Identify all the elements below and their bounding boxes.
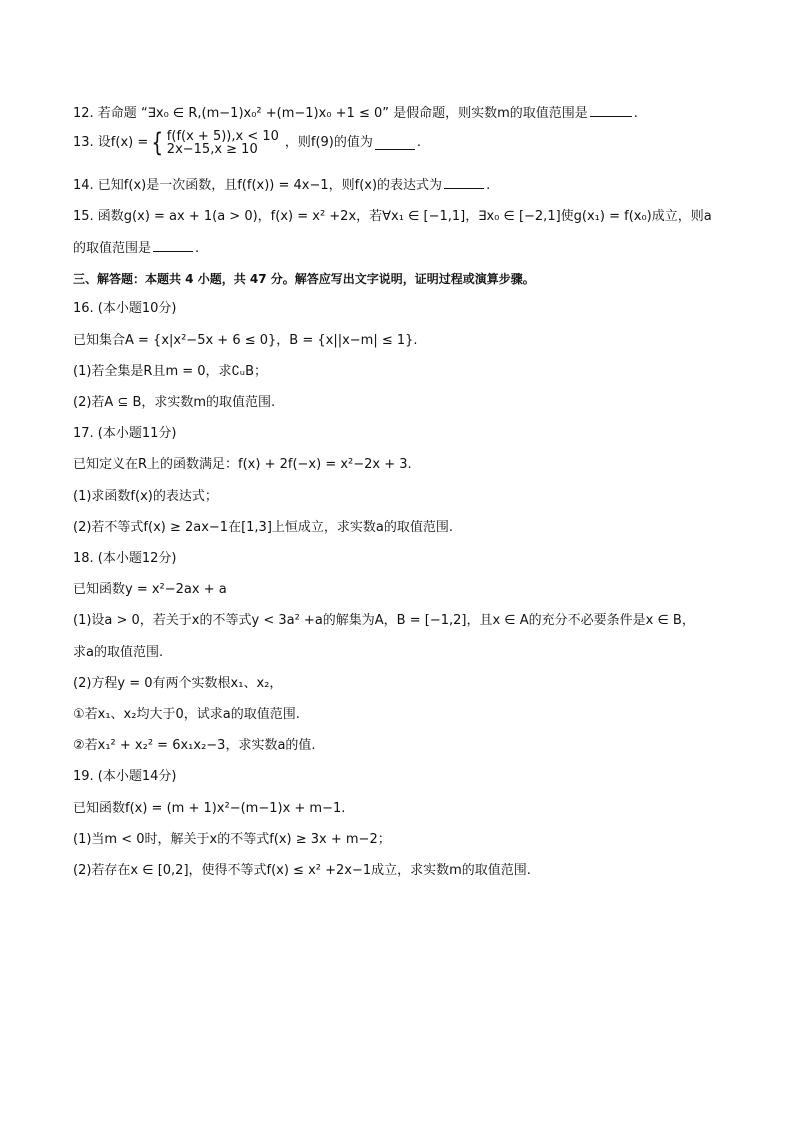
- question-16-part-1: (1)若全集是R且m = 0，求∁ᵤB；: [73, 364, 267, 379]
- question-19-stem: 已知函数f(x) = (m + 1)x²−(m−1)x + m−1.: [73, 801, 346, 816]
- question-18-stem: 已知函数y = x²−2ax + a: [73, 582, 227, 597]
- question-16-stem: 已知集合A = {x|x²−5x + 6 ≤ 0}，B = {x||x−m| ≤ 1}.: [73, 333, 418, 348]
- section-heading: 三、解答题：本题共 4 小题，共 47 分。解答应写出文字说明，证明过程或演算步骤。: [73, 272, 535, 286]
- question-12-text: 12. 若命题 “∃x₀ ∈ R,(m−1)x₀² +(m−1)x₀ +1 ≤ 0” 是假命题，则实数m的取值范围是: [73, 106, 588, 121]
- question-19-part-1: (1)当m < 0时，解关于x的不等式f(x) ≥ 3x + m−2；: [73, 832, 391, 847]
- question-16-part-2: (2)若A ⊆ B，求实数m的取值范围.: [73, 395, 276, 410]
- question-19-part-2: (2)若存在x ∈ [0,2]，使得不等式f(x) ≤ x² +2x−1成立，求实数m的取值范围.: [73, 863, 531, 878]
- question-14-text: 14. 已知f(x)是一次函数，且f(f(x)) = 4x−1，则f(x)的表达式为: [73, 178, 443, 193]
- question-18-part-2-i: ①若x₁、x₂均大于0，试求a的取值范围.: [73, 707, 300, 722]
- question-18-heading: 18. (本小题12分): [73, 551, 177, 566]
- question-18-part-2: (2)方程y = 0有两个实数根x₁、x₂，: [73, 676, 283, 691]
- answer-blank: [590, 104, 632, 117]
- question-13: 13. 设f(x) = { f(f(x + 5)),x < 10 2x−15,x ≥ 10 ，则f(9)的值为 .: [73, 128, 422, 158]
- question-18-part-2-ii: ②若x₁² + x₂² = 6x₁x₂−3，求实数a的值.: [73, 738, 316, 753]
- question-19-heading: 19. (本小题14分): [73, 769, 177, 784]
- question-18-part-1-line-1: (1)设a > 0，若关于x的不等式y < 3a² +a的解集为A，B = [−1,2]，且x ∈ A的充分不必要条件是x ∈ B，: [73, 613, 695, 628]
- question-13-suffix: ，则f(9)的值为: [284, 135, 373, 150]
- question-17-part-2: (2)若不等式f(x) ≥ 2ax−1在[1,3]上恒成立，求实数a的取值范围.: [73, 520, 453, 535]
- question-18-part-1-line-2: 求a的取值范围.: [73, 645, 164, 660]
- question-17-part-1: (1)求函数f(x)的表达式；: [73, 489, 218, 504]
- answer-blank: [444, 176, 484, 189]
- question-17-heading: 17. (本小题11分): [73, 426, 177, 441]
- piecewise-case-2: 2x−15,x ≥ 10: [166, 142, 258, 157]
- question-15-line-2: 的取值范围是 .: [73, 241, 200, 256]
- left-brace-glyph: {: [151, 128, 164, 158]
- question-15-line-1: 15. 函数g(x) = ax + 1(a > 0)，f(x) = x² +2x，若∀x₁ ∈ [−1,1]，∃x₀ ∈ [−2,1]使g(x₁) = f(x₀)成立，则a: [73, 209, 712, 224]
- piecewise-cases: [167, 130, 279, 156]
- answer-blank: [153, 239, 193, 252]
- question-16-heading: 16. (本小题10分): [73, 301, 177, 316]
- question-12: 12. 若命题 “∃x₀ ∈ R,(m−1)x₀² +(m−1)x₀ +1 ≤ 0” 是假命题，则实数m的取值范围是 .: [73, 106, 638, 121]
- piecewise-case-1: f(f(x + 5)),x < 10: [166, 129, 279, 144]
- question-13-prefix: 13. 设f(x) =: [73, 135, 149, 150]
- answer-blank: [375, 137, 415, 150]
- question-14: 14. 已知f(x)是一次函数，且f(f(x)) = 4x−1，则f(x)的表达式为 .: [73, 178, 491, 193]
- question-17-stem: 已知定义在R上的函数满足：f(x) + 2f(−x) = x²−2x + 3.: [73, 457, 412, 472]
